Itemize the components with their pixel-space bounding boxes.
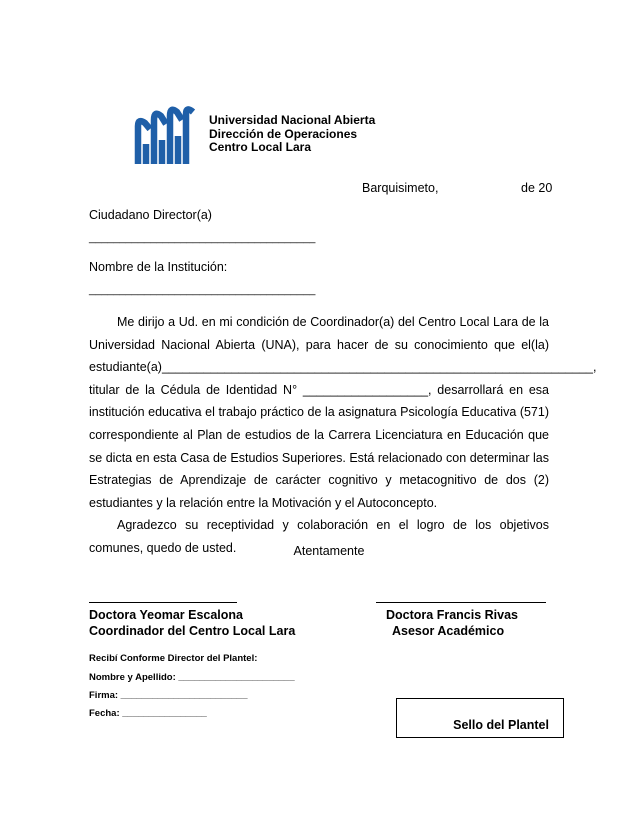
institution-header bbox=[209, 114, 375, 155]
right-signer-name: Doctora Francis Rivas bbox=[386, 608, 518, 622]
date-year: de 20 bbox=[521, 181, 553, 195]
institution-label: Nombre de la Institución: bbox=[89, 260, 228, 274]
direction-name: Dirección de Operaciones bbox=[209, 126, 358, 141]
receipt-date-field: Fecha: ________________ bbox=[89, 708, 207, 719]
salutation: Ciudadano Director(a) bbox=[89, 208, 212, 222]
left-signer-title: Coordinador del Centro Local Lara bbox=[89, 624, 296, 638]
body-paragraph-2: Agradezco su receptividad y colaboración en el logro de los objetivos comunes, quedo de usted. bbox=[89, 518, 549, 555]
director-blank: _____________________________________ bbox=[89, 232, 316, 244]
university-name: Universidad Nacional Abierta bbox=[209, 113, 376, 127]
center-name: Centro Local Lara bbox=[209, 140, 312, 155]
right-signer-title: Asesor Académico bbox=[392, 624, 505, 638]
right-signature-line bbox=[376, 590, 546, 603]
receipt-heading: Recibí Conforme Director del Plantel: bbox=[89, 653, 258, 664]
left-signature-line bbox=[89, 590, 237, 603]
closing: Atentamente bbox=[293, 544, 365, 558]
letter-body bbox=[89, 311, 597, 560]
seal-label: Sello del Plantel bbox=[453, 718, 549, 732]
date-city: Barquisimeto, bbox=[362, 181, 439, 195]
receipt-name-field: Nombre y Apellido: ______________________ bbox=[89, 672, 295, 683]
seal-box bbox=[396, 698, 564, 738]
una-logo-icon bbox=[133, 104, 197, 168]
body-paragraph-1: Me dirijo a Ud. en mi condición de Coordinador(a) del Centro Local Lara de la Universidad Nacional Abierta (UNA), para hacer de su conocimiento que el(la) estudiante(a)______________________________________________________________, titular de la Cédula de Identidad N° __________________, desarrollará en esa institución educativa el trabajo práctico de la asignatura Psicología Educativa (571) correspondiente al Plan de estudios de la Carrera Licenciatura en Educación que se dicta en esta Casa de Estudios Superiores. Está relacionado con determinar las Estrategias de Aprendizaje de carácter cognitivo y metacognitivo de dos (2) estudiantes y la relación entre la Motivación y el Autoconcepto. bbox=[89, 315, 597, 510]
receipt-signature-field: Firma: ________________________ bbox=[89, 690, 248, 701]
left-signer-name: Doctora Yeomar Escalona bbox=[89, 608, 244, 622]
institution-blank: _____________________________________ bbox=[89, 284, 316, 296]
